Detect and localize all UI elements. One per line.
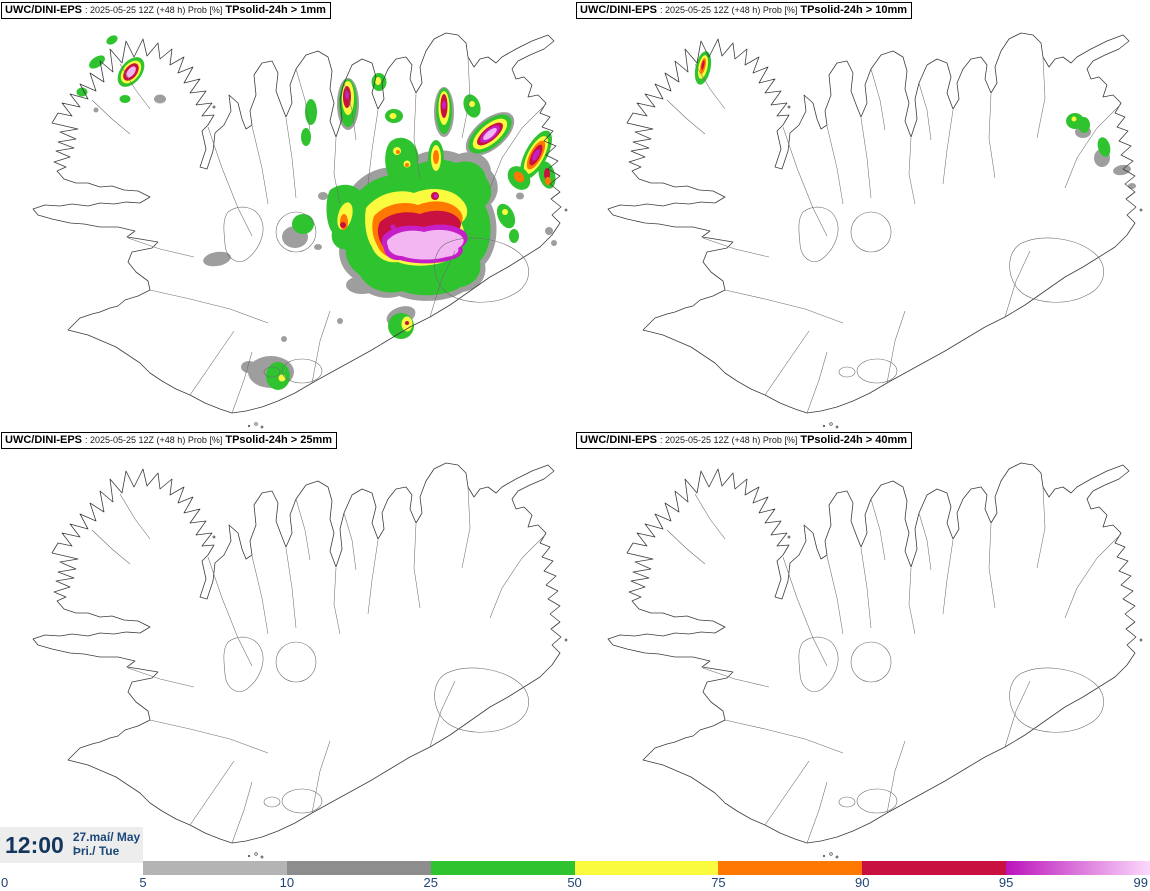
iceland-map	[575, 0, 1150, 430]
panel-title-40mm	[576, 432, 912, 449]
panel-title-1mm	[1, 2, 331, 19]
legend-segment-10-25	[287, 861, 431, 875]
iceland-map	[0, 0, 575, 430]
panel-title-10mm	[576, 2, 912, 19]
iceland-map	[575, 430, 1150, 860]
model-name: UWC/DINI-EPS	[580, 4, 657, 16]
threshold-label: TPsolid-24h > 1mm	[225, 4, 326, 16]
panel-prob-1mm	[0, 0, 575, 430]
panel-prob-25mm	[0, 430, 575, 860]
valid-time-box	[0, 827, 143, 863]
precip-prob-field-1mm	[77, 34, 559, 390]
legend-segment-95-99	[1006, 861, 1150, 875]
legend-tick-50: 50	[567, 875, 582, 890]
legend-tick-75: 75	[711, 875, 726, 890]
panel-title-25mm	[1, 432, 337, 449]
legend-tick-10: 10	[279, 875, 295, 890]
valid-date-line1: 27.maí/ May	[72, 830, 141, 845]
legend-segment-50-75	[575, 861, 719, 875]
legend-segment-5-10	[143, 861, 287, 875]
threshold-label: TPsolid-24h > 10mm	[800, 4, 908, 16]
legend-ticks	[0, 875, 1150, 891]
legend-segment-25-50	[431, 861, 575, 875]
legend-segment-90-95	[862, 861, 1006, 875]
legend-segment-75-90	[718, 861, 862, 875]
panel-prob-40mm	[575, 430, 1150, 860]
model-name: UWC/DINI-EPS	[580, 434, 657, 446]
run-info: : 2025-05-25 12Z (+48 h) Prob [%]	[85, 5, 223, 15]
run-info: : 2025-05-25 12Z (+48 h) Prob [%]	[85, 435, 223, 445]
valid-date-line2: Þri./ Tue	[72, 844, 120, 858]
legend-tick-25: 25	[423, 875, 438, 890]
legend-tick-5: 5	[139, 875, 147, 890]
iceland-map	[0, 430, 575, 860]
run-info: : 2025-05-25 12Z (+48 h) Prob [%]	[660, 5, 798, 15]
legend-tick-99: 99	[1133, 875, 1148, 890]
legend-tick-0: 0	[1, 875, 9, 890]
model-name: UWC/DINI-EPS	[5, 4, 82, 16]
run-info: : 2025-05-25 12Z (+48 h) Prob [%]	[660, 435, 798, 445]
valid-time: 12:00	[5, 831, 64, 858]
legend-tick-95: 95	[998, 875, 1014, 890]
valid-date	[73, 831, 140, 859]
legend-bar	[143, 861, 1150, 875]
threshold-label: TPsolid-24h > 25mm	[225, 434, 333, 446]
legend-tick-90: 90	[855, 875, 870, 890]
panel-prob-10mm	[575, 0, 1150, 430]
model-name: UWC/DINI-EPS	[5, 434, 82, 446]
threshold-label: TPsolid-24h > 40mm	[800, 434, 908, 446]
